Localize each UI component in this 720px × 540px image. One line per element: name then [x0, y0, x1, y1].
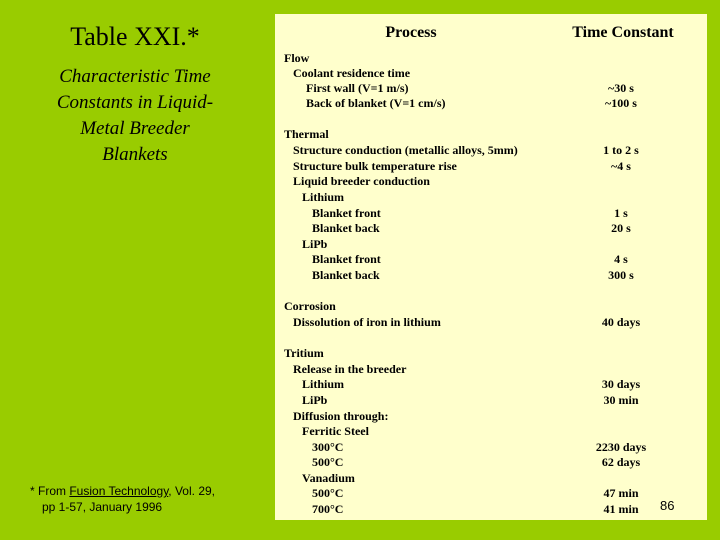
value-cell: 1 to 2 s: [603, 143, 639, 157]
table-row: [275, 362, 707, 378]
table-row: [275, 471, 707, 487]
process-cell: Release in the breeder: [293, 362, 407, 376]
process-cell: Blanket back: [312, 268, 380, 282]
table-row: [275, 252, 707, 268]
source-prefix: * From: [30, 484, 70, 498]
slide-title: Table XXI.*: [70, 22, 200, 51]
process-cell: Blanket front: [312, 252, 381, 266]
process-cell: First wall (V=1 m/s): [306, 81, 409, 95]
source-journal: Fusion Technology: [69, 484, 169, 498]
process-cell: 300°C: [312, 440, 344, 454]
header-process: Process: [385, 24, 437, 41]
table-row: [275, 346, 707, 362]
table-row: [275, 221, 707, 237]
value-cell: ~100 s: [605, 96, 637, 110]
table-row: [275, 96, 707, 112]
value-cell: ~4 s: [611, 159, 631, 173]
value-cell: 30 min: [603, 393, 639, 407]
process-cell: Dissolution of iron in lithium: [293, 315, 441, 329]
process-cell: 500°C: [312, 486, 344, 500]
process-cell: Structure conduction (metallic alloys, 5mm): [293, 143, 518, 157]
source-suffix: , Vol. 29,: [168, 484, 215, 498]
table-row: [275, 237, 707, 253]
process-cell: Liquid breeder conduction: [293, 174, 430, 188]
table-row: [275, 502, 707, 518]
process-cell: LiPb: [302, 237, 328, 251]
value-cell: 300 s: [608, 268, 634, 282]
process-cell: Lithium: [302, 190, 345, 204]
table-row: [275, 315, 707, 331]
process-cell: Tritium: [284, 346, 324, 360]
table-row: [275, 486, 707, 502]
table-panel: [275, 14, 707, 520]
table-row: [275, 66, 707, 82]
process-cell: Diffusion through:: [293, 409, 389, 423]
process-cell: Structure bulk temperature rise: [293, 159, 457, 173]
subtitle-line: Metal Breeder: [80, 118, 190, 139]
process-cell: Back of blanket (V=1 cm/s): [306, 96, 446, 110]
table-row: [275, 268, 707, 284]
process-cell: Blanket back: [312, 221, 380, 235]
header-time-constant: Time Constant: [572, 24, 674, 41]
table-row: [275, 143, 707, 159]
table-row: [275, 299, 707, 315]
process-cell: Flow: [284, 51, 310, 65]
process-cell: Corrosion: [284, 299, 336, 313]
table-row: [275, 455, 707, 471]
slide-subtitle: [30, 64, 240, 168]
table-row: [275, 424, 707, 440]
process-cell: Blanket front: [312, 206, 381, 220]
subtitle-line: Blankets: [102, 144, 168, 165]
subtitle-line: Characteristic Time: [59, 66, 211, 87]
process-cell: Ferritic Steel: [302, 424, 369, 438]
process-cell: 700°C: [312, 502, 344, 516]
value-cell: 2230 days: [595, 440, 647, 454]
source-citation: [30, 483, 260, 515]
process-cell: 500°C: [312, 455, 344, 469]
table-row: [275, 127, 707, 143]
table-row: [275, 51, 707, 67]
table-row: [275, 206, 707, 222]
process-cell: Thermal: [284, 127, 329, 141]
value-cell: 4 s: [614, 252, 628, 266]
table-row: [275, 81, 707, 97]
value-cell: 30 days: [601, 377, 641, 391]
table-row: [275, 393, 707, 409]
table-row: [275, 174, 707, 190]
table-row: [275, 190, 707, 206]
table-row: [275, 159, 707, 175]
table-row: [275, 377, 707, 393]
value-cell: 62 days: [601, 455, 641, 469]
subtitle-line: Constants in Liquid-: [56, 92, 214, 113]
process-cell: LiPb: [302, 393, 328, 407]
value-cell: ~30 s: [608, 81, 634, 95]
value-cell: 40 days: [601, 315, 641, 329]
source-line2: pp 1-57, January 1996: [42, 500, 163, 514]
value-cell: 20 s: [611, 221, 631, 235]
process-cell: Lithium: [302, 377, 345, 391]
table-row: [275, 440, 707, 456]
table-row: [275, 409, 707, 425]
value-cell: 41 min: [603, 502, 639, 516]
process-cell: Coolant residence time: [293, 66, 411, 80]
value-cell: 47 min: [603, 486, 639, 500]
value-cell: 1 s: [614, 206, 628, 220]
process-cell: Vanadium: [302, 471, 355, 485]
page-number: 86: [660, 498, 675, 513]
